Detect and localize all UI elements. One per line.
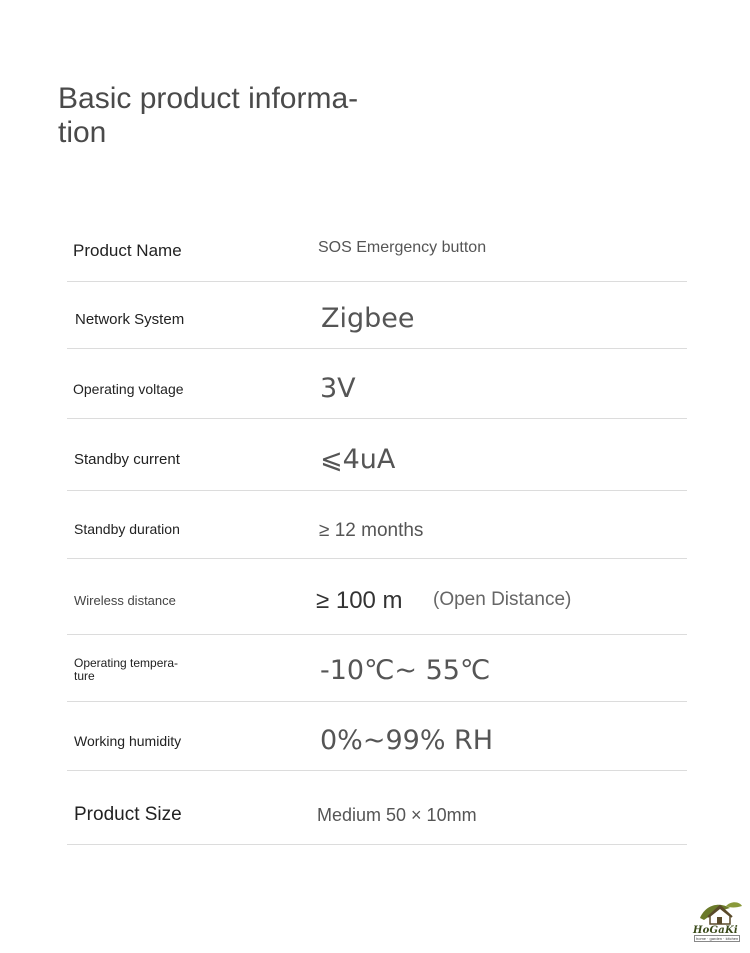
spec-label: Standby current: [74, 451, 180, 468]
spec-label: Network System: [75, 311, 185, 328]
spec-row-network-system: [67, 282, 687, 349]
spec-label: Operating voltage: [73, 381, 184, 397]
spec-note: (Open Distance): [433, 589, 572, 610]
spec-row-product-size: [67, 771, 687, 845]
spec-label: Product Size: [74, 804, 182, 825]
spec-label: Working humidity: [74, 733, 182, 749]
spec-value: SOS Emergency button: [318, 239, 487, 256]
spec-value: -10℃~ 55℃: [320, 655, 491, 686]
spec-label: Product Name: [73, 241, 182, 260]
logo-wordmark: HoGaKi: [693, 925, 738, 936]
spec-label: Wireless distance: [74, 593, 176, 608]
logo-tagline: home · garden · kitchen: [696, 936, 739, 941]
spec-row-working-humidity: [67, 702, 687, 771]
page-title: Basic product informa- tion: [58, 82, 359, 149]
spec-table: [67, 214, 687, 845]
spec-value: Zigbee: [321, 303, 415, 334]
spec-value: ≥ 100 m: [316, 587, 403, 614]
spec-label: Operating tempera- ture: [74, 656, 179, 683]
spec-value: 0%~99% RH: [320, 725, 494, 756]
spec-value: ⩽4uA: [320, 444, 396, 475]
spec-row-standby-duration: [67, 491, 687, 559]
spec-row-operating-voltage: [67, 349, 687, 419]
spec-value: Medium 50 × 10mm: [317, 805, 477, 825]
spec-row-wireless-distance: [67, 559, 687, 635]
spec-label: Standby duration: [74, 521, 180, 537]
spec-value: ≥ 12 months: [319, 520, 424, 541]
spec-value: 3V: [320, 373, 356, 404]
spec-row-standby-current: [67, 419, 687, 491]
spec-row-operating-temperature: [67, 635, 687, 702]
spec-row-product-name: [67, 214, 687, 282]
